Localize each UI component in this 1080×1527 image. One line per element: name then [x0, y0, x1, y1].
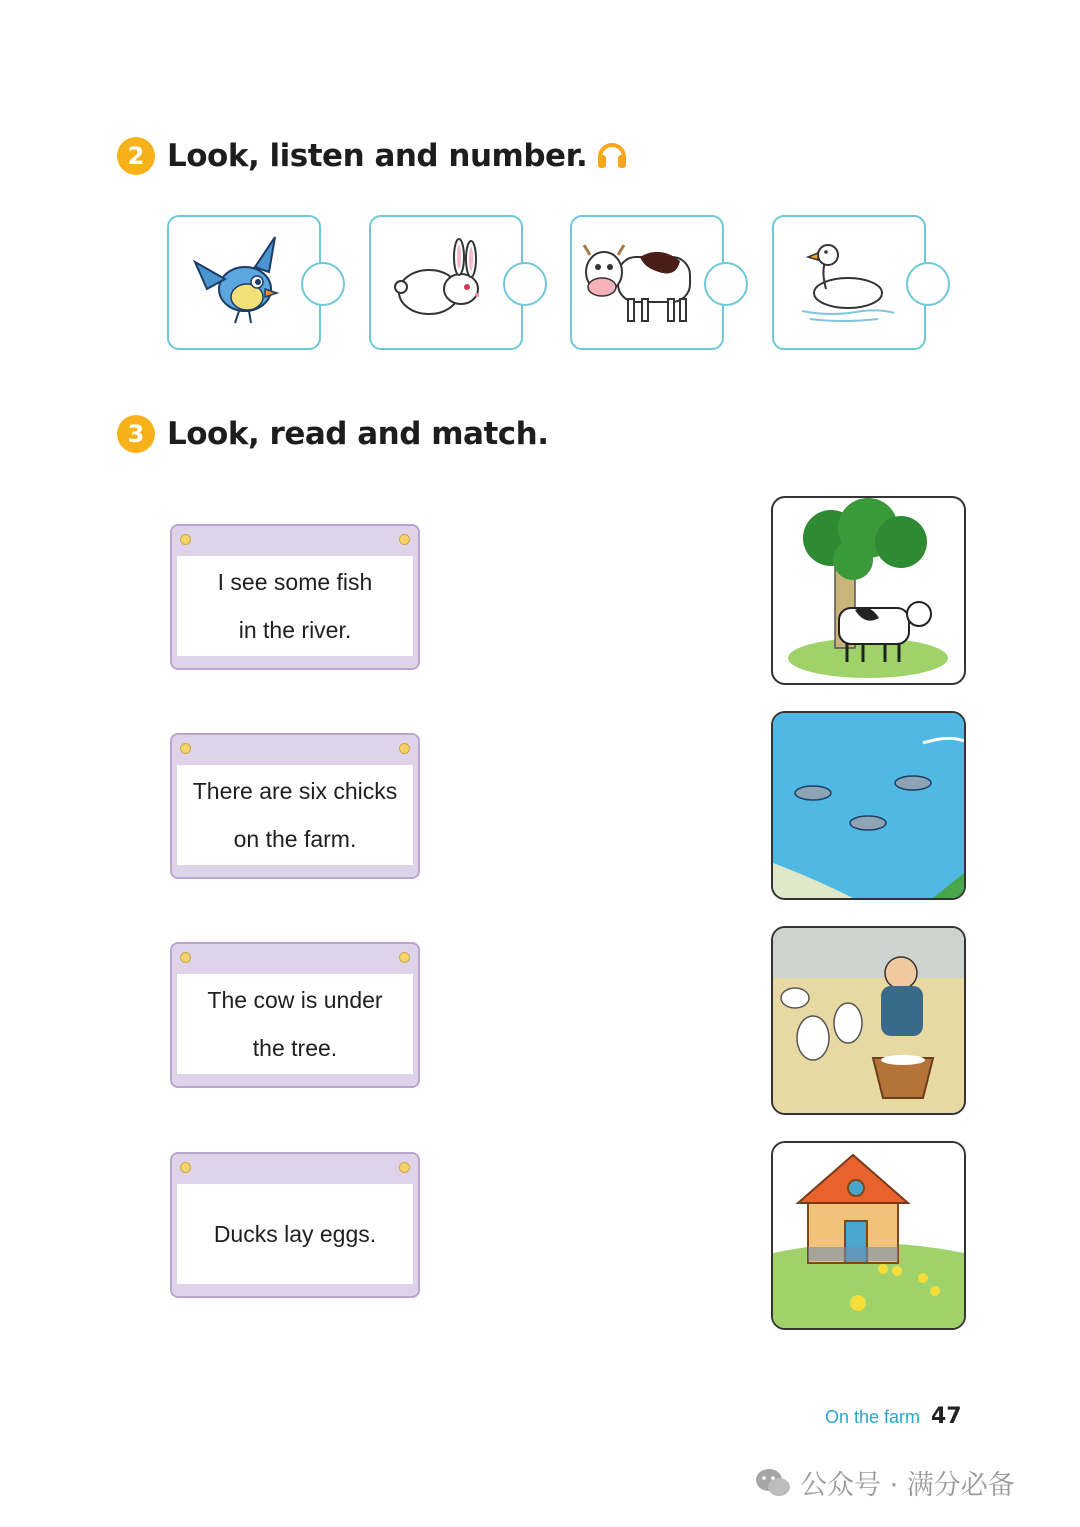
watermark-text: 公众号 · 满分必备 — [800, 1470, 1015, 1501]
sentence-line: on the farm. — [233, 826, 357, 852]
section-title: Look, listen and number. — [167, 138, 588, 174]
section-3-heading — [117, 415, 548, 453]
listen-item-cow — [570, 215, 724, 350]
fish-in-river-picture[interactable] — [771, 711, 966, 900]
farmhouse-chicks-picture[interactable] — [771, 1141, 966, 1330]
sentence-card-2[interactable] — [170, 733, 420, 879]
section-number-badge: 3 — [117, 415, 155, 453]
cow-under-tree-picture[interactable] — [771, 496, 966, 685]
sentence-line: Ducks lay eggs. — [213, 1221, 377, 1247]
sentence-line: The cow is under — [207, 987, 383, 1013]
listen-item-rabbit — [369, 215, 523, 350]
answer-circle[interactable] — [704, 262, 748, 306]
section-title: Look, read and match. — [167, 416, 549, 452]
sentence-card-3[interactable] — [170, 942, 420, 1088]
listen-item-duck — [772, 215, 926, 350]
sentence-line: the tree. — [252, 1035, 338, 1061]
answer-circle[interactable] — [503, 262, 547, 306]
section-number-badge: 2 — [117, 137, 155, 175]
answer-circle[interactable] — [301, 262, 345, 306]
watermark — [754, 1463, 1015, 1502]
farmer-ducks-eggs-picture[interactable] — [771, 926, 966, 1115]
wechat-icon — [754, 1467, 792, 1499]
duck-icon — [782, 227, 902, 337]
cow-icon — [580, 227, 710, 337]
sentence-card-4[interactable] — [170, 1152, 420, 1298]
headphones-icon[interactable] — [595, 137, 629, 175]
sentence-line: I see some fish — [217, 569, 373, 595]
page-number: 47 — [931, 1404, 962, 1429]
listen-item-bird — [167, 215, 321, 350]
rabbit-icon — [379, 227, 499, 337]
sentence-line: in the river. — [238, 617, 352, 643]
sentence-line: There are six chicks — [192, 778, 398, 804]
section-2-heading — [117, 137, 629, 175]
answer-circle[interactable] — [906, 262, 950, 306]
bird-icon — [177, 227, 297, 337]
sentence-card-1[interactable] — [170, 524, 420, 670]
footer-topic: On the farm — [825, 1407, 921, 1427]
